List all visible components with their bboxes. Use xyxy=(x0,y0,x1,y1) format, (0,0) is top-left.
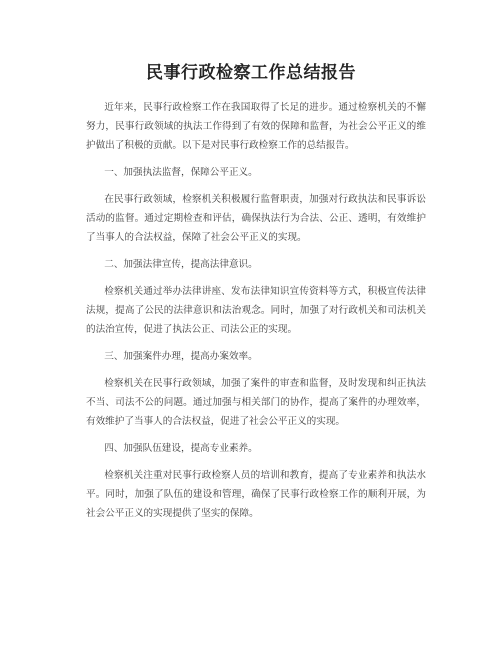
section-heading-1: 一、加强执法监督，保障公平正义。 xyxy=(104,167,258,178)
section-paragraph-4: 检察机关注重对民事行政检察人员的培训和教育，提高了专业素养和执法水平。同时，加强了队伍的建设和管理，确保了民事行政检察工作的顺利开展，为社会公平正义的实现提供了坚实的保障。 xyxy=(86,470,426,519)
document-title: 民事行政检察工作总结报告 xyxy=(146,63,356,83)
intro-paragraph: 近年来，民事行政检察工作在我国取得了长足的进步。通过检察机关的不懈努力，民事行政领域的执法工作得到了有效的保障和监督，为社会公平正义的维护做出了积极的贡献。以下是对民事行政检察工作的总结报告。 xyxy=(86,102,426,151)
section-heading-3: 三、加强案件办理，提高办案效率。 xyxy=(104,351,258,362)
section-heading-2: 二、加强法律宣传，提高法律意识。 xyxy=(104,259,258,270)
section-paragraph-2: 检察机关通过举办法律讲座、发布法律知识宣传资料等方式，积极宣传法律法规，提高了公民的法律意识和法治观念。同时，加强了对行政机关和司法机关的法治宣传，促进了执法公正、司法公正的实现。 xyxy=(86,286,426,335)
section-paragraph-3: 检察机关在民事行政领域，加强了案件的审查和监督，及时发现和纠正执法不当、司法不公的问题。通过加强与相关部门的协作，提高了案件的办理效率，有效维护了当事人的合法权益，促进了社会公平正义的实现。 xyxy=(86,378,426,427)
document-body xyxy=(86,98,426,531)
section-paragraph-1: 在民事行政领域，检察机关积极履行监督职责，加强对行政执法和民事诉讼活动的监督。通过定期检查和评估，确保执法行为合法、公正、透明，有效维护了当事人的合法权益，保障了社会公平正义的实现。 xyxy=(86,194,426,243)
section-heading-4: 四、加强队伍建设，提高专业素养。 xyxy=(104,443,258,454)
